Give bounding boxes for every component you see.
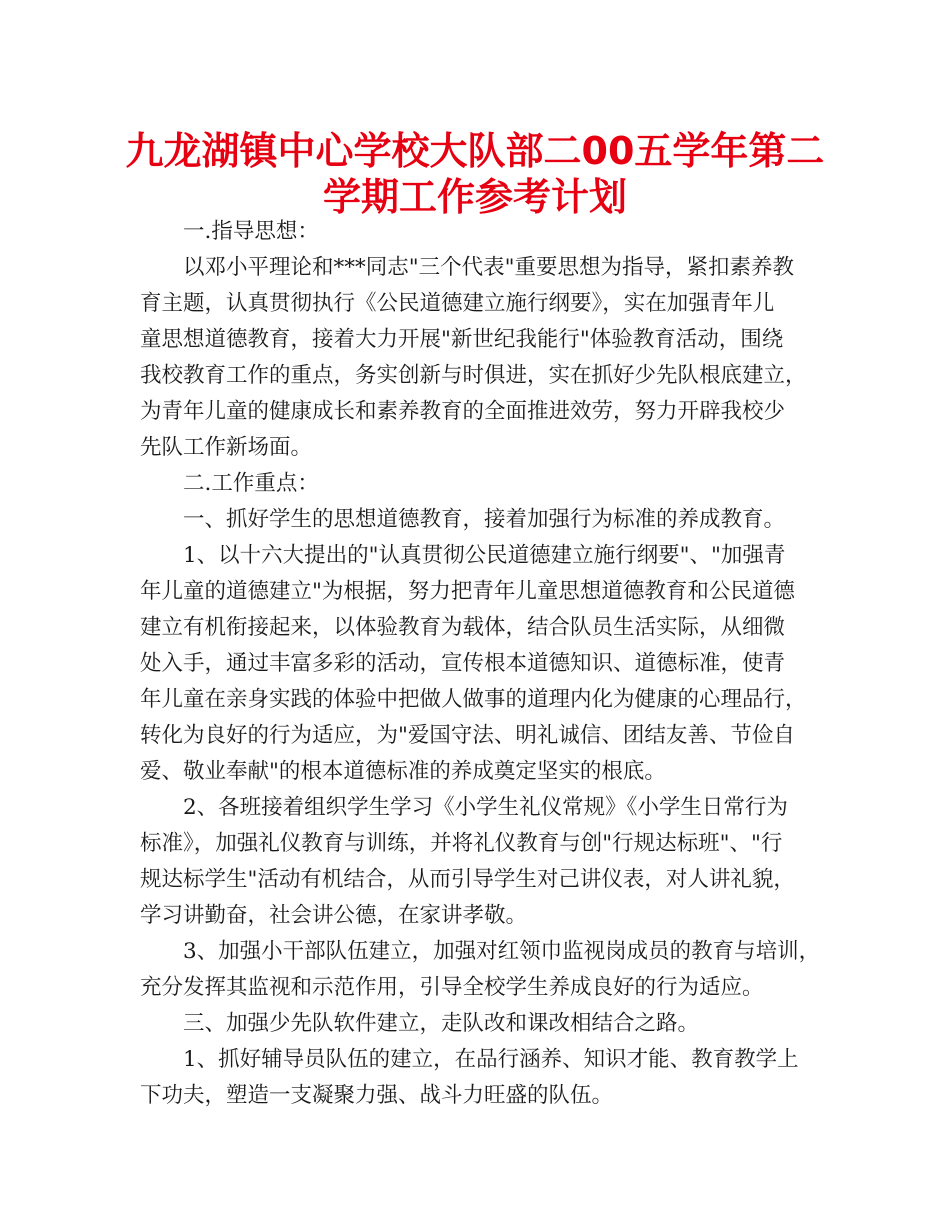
text-line: 建立有机衔接起来，以体验教育为载体，结合队员生活实际，从细微 <box>140 615 786 640</box>
text-line: 1、抓好辅导员队伍的建立，在品行涵养、知识才能、教育教学上 <box>140 1047 799 1072</box>
text-line: 为青年儿童的健康成长和素养教育的全面推进效劳，努力开辟我校少 <box>140 399 786 424</box>
text-line: 一.指导思想： <box>140 219 319 244</box>
text-line: 爱、敬业奉献"的根本道德标准的养成奠定坚实的根底。 <box>140 759 666 784</box>
text-line: 标准》，加强礼仪教育与训练，并将礼仪教育与创"行规达标班"、"行 <box>140 831 783 856</box>
text-line: 育主题，认真贯彻执行《公民道德建立施行纲要》，实在加强青年儿 <box>140 291 775 316</box>
text-line: 下功夫，塑造一支凝聚力强、战斗力旺盛的队伍。 <box>140 1083 614 1108</box>
text-line: 我校教育工作的重点，务实创新与时俱进，实在抓好少先队根底建立， <box>140 363 807 388</box>
text-line: 三、加强少先队软件建立，走队改和课改相结合之路。 <box>140 1011 700 1036</box>
text-line: 童思想道德教育，接着大力开展"新世纪我能行"体验教育活动，围绕 <box>140 327 784 352</box>
text-line: 3、加强小干部队伍建立，加强对红领巾监视岗成员的教育与培训， <box>140 939 821 964</box>
text-line: 2、各班接着组织学生学习《小学生礼仪常规》《小学生日常行为 <box>140 795 788 820</box>
text-line: 年儿童的道德建立"为根据，努力把青年儿童思想道德教育和公民道德 <box>140 579 795 604</box>
text-line: 1、以十六大提出的"认真贯彻公民道德建立施行纲要"、"加强青 <box>140 543 786 568</box>
text-line: 二.工作重点： <box>140 471 319 496</box>
document-title-line-1: 九龙湖镇中心学校大队部二00五学年第二 <box>125 129 825 173</box>
text-line: 一、抓好学生的思想道德教育，接着加强行为标准的养成教育。 <box>140 507 786 532</box>
text-line: 以邓小平理论和***同志"三个代表"重要思想为指导，紧扣素养教 <box>140 255 795 280</box>
text-line: 年儿童在亲身实践的体验中把做人做事的道理内化为健康的心理品行， <box>140 687 807 712</box>
text-line: 转化为良好的行为适应，为"爱国守法、明礼诚信、团结友善、节俭自 <box>140 723 795 748</box>
text-line: 充分发挥其监视和示范作用，引导全校学生养成良好的行为适应。 <box>140 975 764 1000</box>
text-line: 处入手，通过丰富多彩的活动，宣传根本道德知识、道德标准，使青 <box>140 651 786 676</box>
document-title-line-2: 学期工作参考计划 <box>322 175 627 219</box>
text-line: 规达标学生"活动有机结合，从而引导学生对己讲仪表，对人讲礼貌， <box>140 867 795 892</box>
text-line: 学习讲勤奋，社会讲公德，在家讲孝敬。 <box>140 903 528 928</box>
text-line: 先队工作新场面。 <box>140 435 313 460</box>
